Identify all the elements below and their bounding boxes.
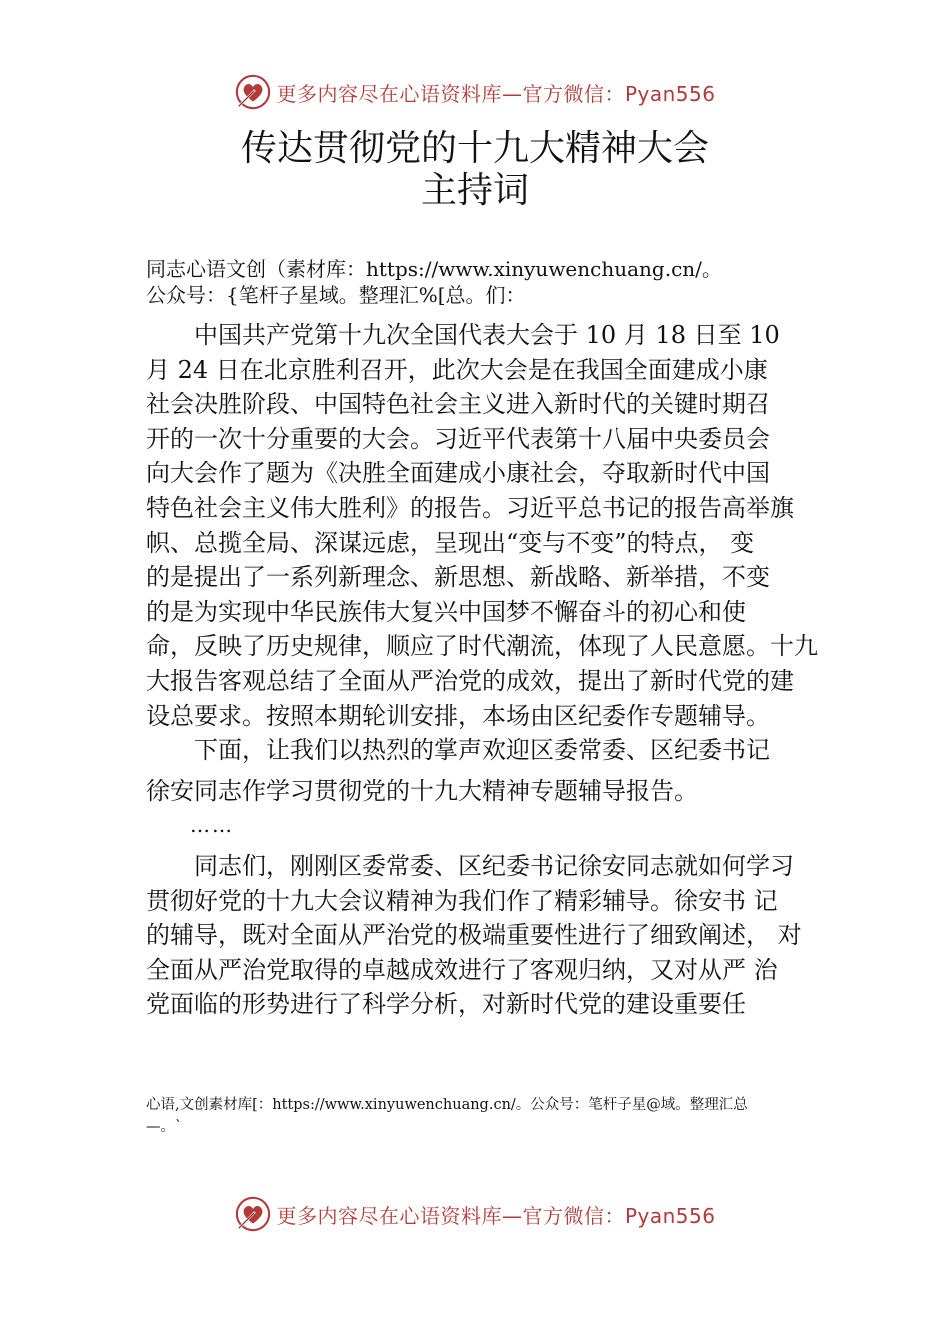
top-banner (0, 70, 950, 114)
footer-note (146, 1094, 836, 1138)
body-line: 命，反映了历史规律，顺应了时代潮流，体现了人民意愿。十九 (146, 632, 818, 661)
heart-pen-logo-icon (234, 73, 272, 111)
body-line: 的是为实现中华民族伟大复兴中国梦不懈奋斗的初心和使 (146, 597, 746, 626)
body-line: 社会决胜阶段、中国特色社会主义进入新时代的关键时期召 (146, 390, 770, 419)
bottom-banner (0, 1192, 950, 1236)
body-line: 特色社会主义伟大胜利》的报告。习近平总书记的报告高举旗 (146, 493, 794, 522)
body-line: 党面临的形势进行了科学分析，对新时代党的建设重要任 (146, 990, 746, 1019)
footer-note-line-2: —。` (146, 1119, 183, 1135)
source-line-1: 同志心语文创（素材库：https://www.xinyuwenchuang.cn/。 (146, 257, 722, 281)
body-line: 大报告客观总结了全面从严治党的成效，提出了新时代党的建 (146, 666, 794, 695)
footer-note-line-1: 心语,文创素材库[：https://www.xinyuwenchuang.cn/。公众号：笔杆子星@域。整理汇总 (146, 1097, 748, 1113)
body-line: 设总要求。按照本期轮训安排，本场由区纪委作专题辅导。 (146, 701, 770, 730)
body-line: 下面，让我们以热烈的掌声欢迎区委常委、区纪委书记 (146, 736, 770, 765)
body-line: 的辅导，既对全面从严治党的极端重要性进行了细致阐述， 对 (146, 921, 802, 950)
body-line: 徐安同志作学习贯彻党的十九大精神专题辅导报告。 (146, 776, 698, 805)
source-line-2: 公众号：{笔杆子星域。整理汇%[总。们： (146, 283, 526, 307)
document-title: 传达贯彻党的十九大精神大会 (240, 128, 709, 169)
body-line: 同志们，刚刚区委常委、区纪委书记徐安同志就如何学习 (146, 851, 794, 880)
body-line: 向大会作了题为《决胜全面建成小康社会，夺取新时代中国 (146, 459, 770, 488)
banner-text: 更多内容尽在心语资料库—官方微信：Pyan556 (276, 1203, 716, 1228)
body-line: 全面从严治党取得的卓越成效进行了客观归纳，又对从严 治 (146, 955, 778, 984)
body-line: 中国共产党第十九次全国代表大会于 10 月 18 日至 10 (146, 321, 780, 349)
banner-text: 更多内容尽在心语资料库—官方微信：Pyan556 (276, 81, 716, 106)
body-line: 月 24 日在北京胜利召开，此次大会是在我国全面建成小康 (146, 355, 768, 384)
document-body (146, 318, 846, 1022)
body-line: 开的一次十分重要的大会。习近平代表第十八届中央委员会 (146, 424, 770, 453)
body-line: 帜、总揽全局、深谋远虑，呈现出“变与不变”的特点， 变 (146, 528, 755, 557)
body-line: 贯彻好党的十九大会议精神为我们作了精彩辅导。徐安书 记 (146, 886, 778, 915)
body-line: 的是提出了一系列新理念、新思想、新战略、新举措，不变 (146, 563, 770, 592)
body-ellipsis: …… (146, 813, 234, 838)
heart-pen-logo-icon (234, 1195, 272, 1233)
document-subtitle: 主持词 (420, 170, 529, 211)
